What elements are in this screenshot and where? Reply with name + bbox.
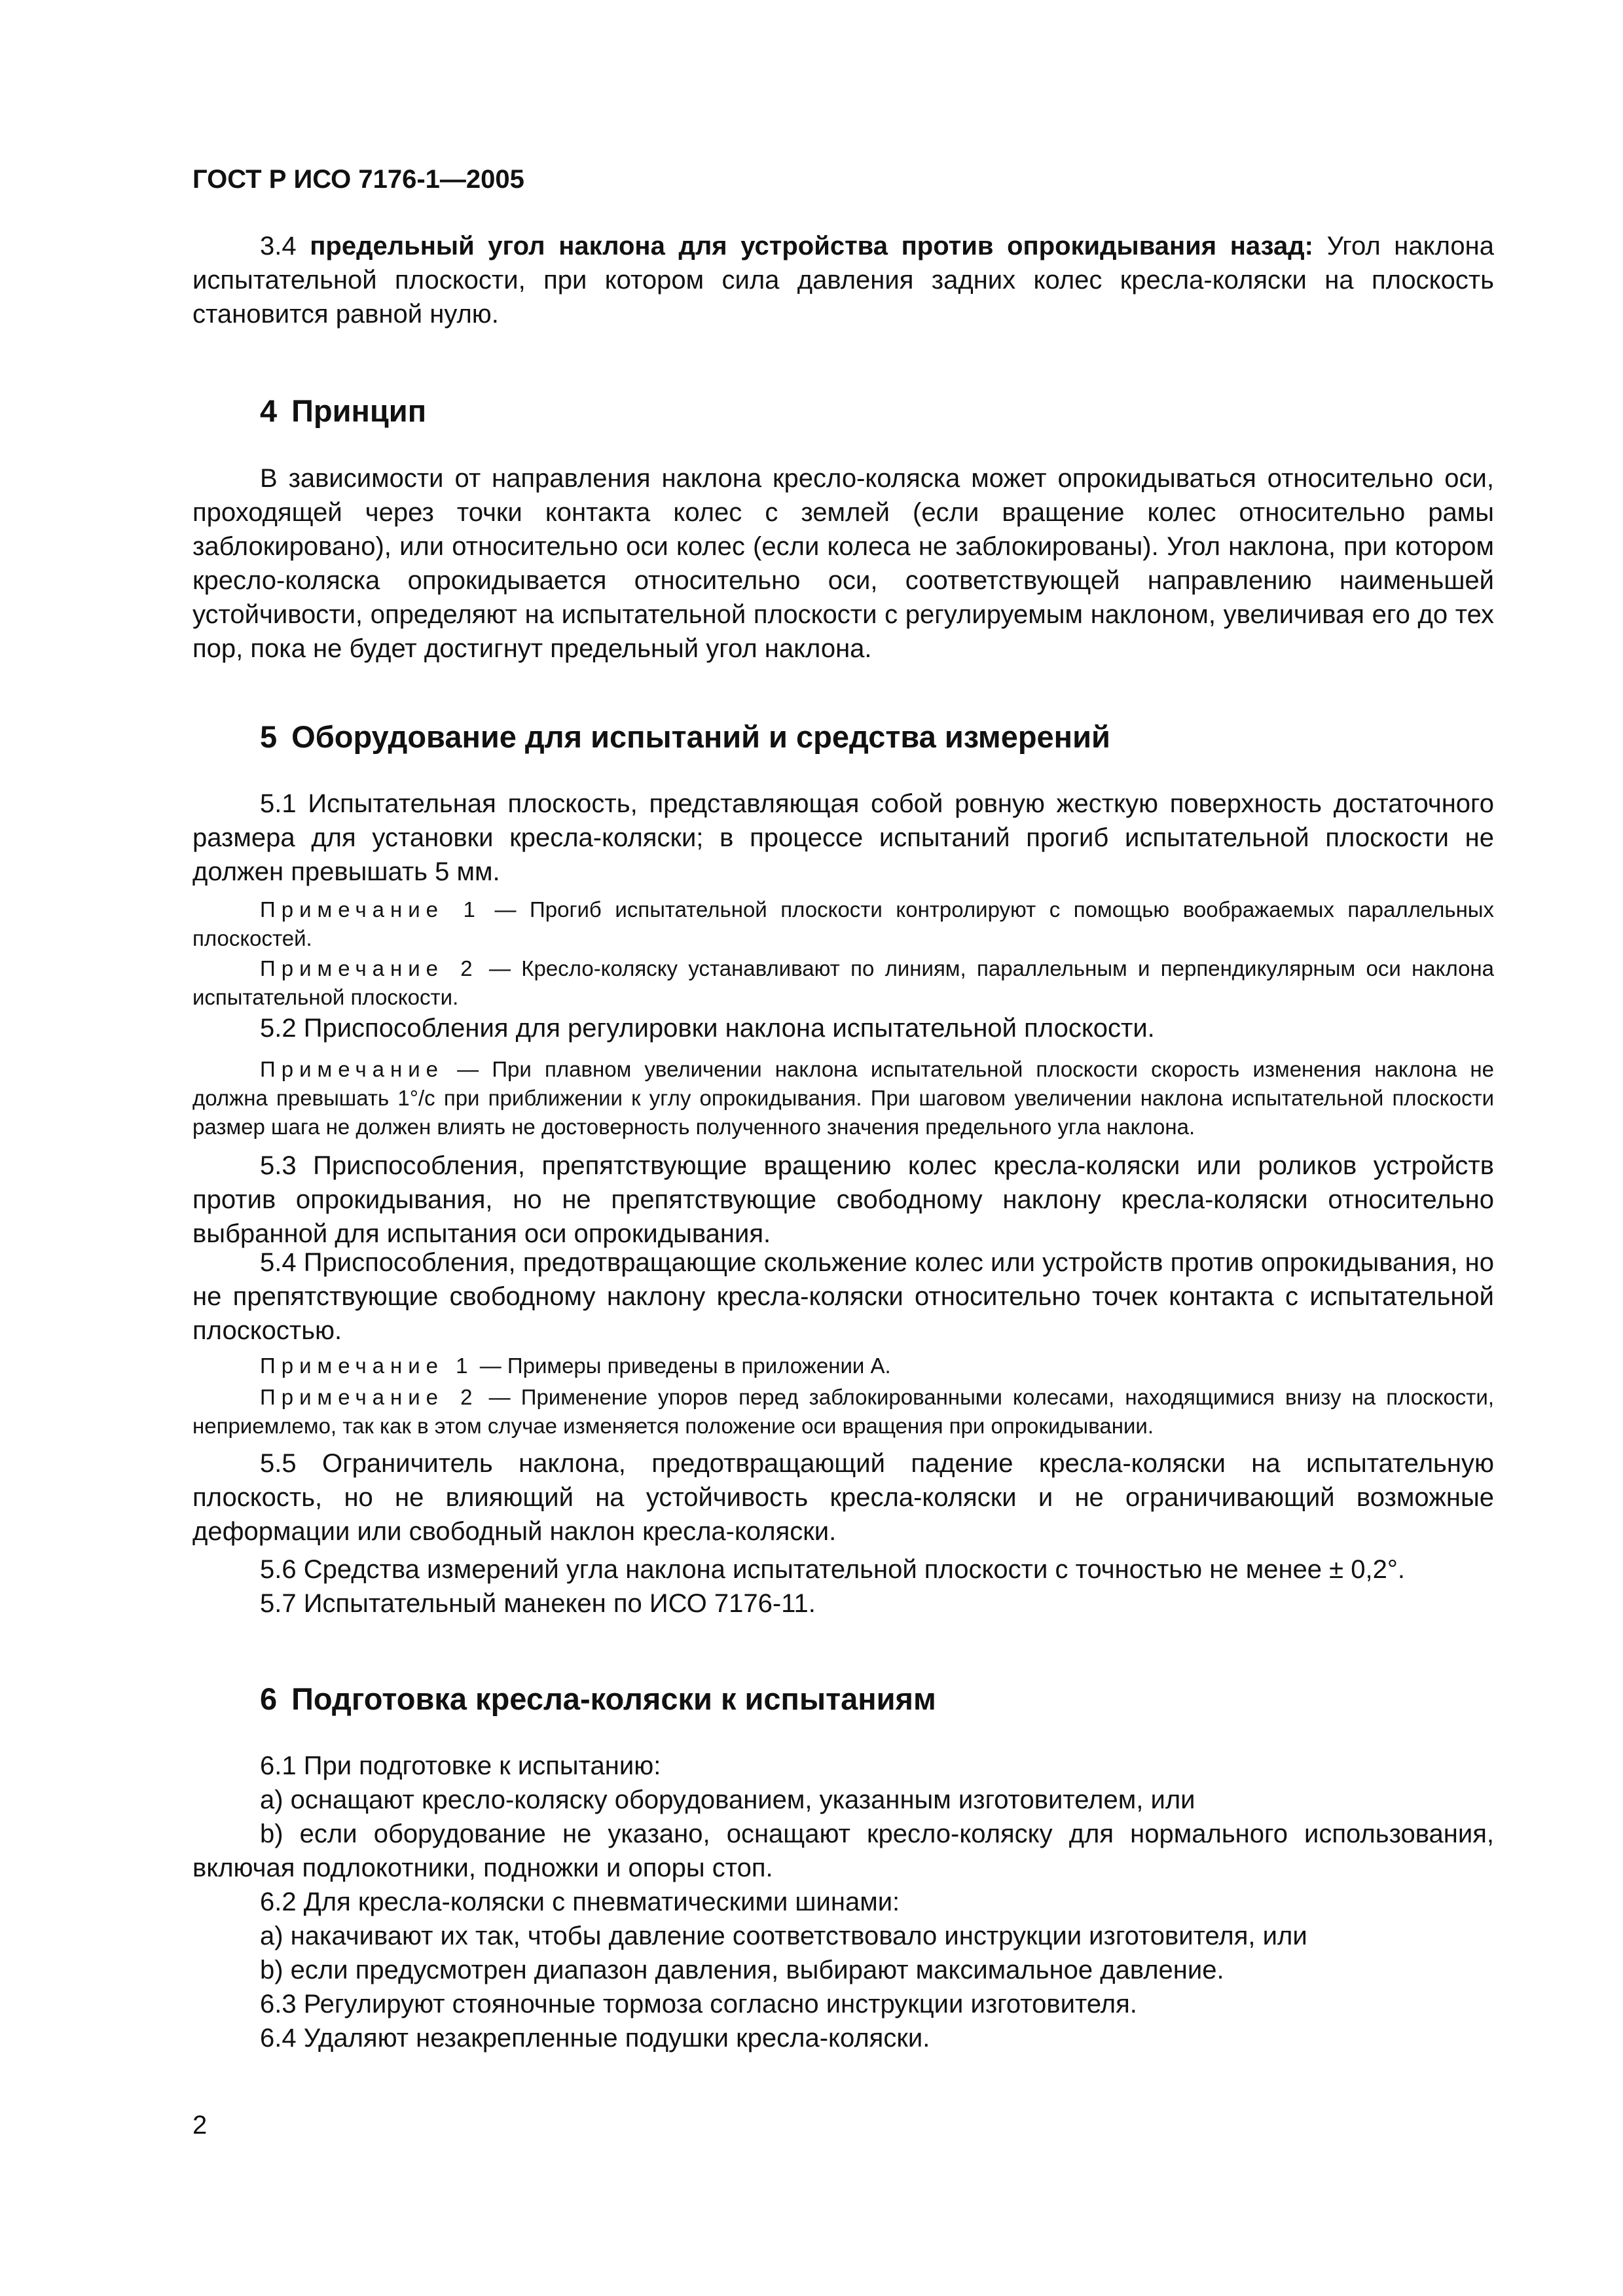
- clause-5-1: 5.1 Испытательная плоскость, представляющая собой ровную жесткую поверхность достаточного размера для установки кресла-коляски; в процессе испытаний прогиб испытательной плоскости не должен превышать 5 мм.: [192, 789, 1494, 886]
- note-label: Примечание 1: [260, 1354, 474, 1378]
- section-5-heading: 5 Оборудование для испытаний и средства измерений: [260, 719, 1110, 754]
- clause-6-2-a: a) накачивают их так, чтобы давление соответствовало инструкции изготовителя, или: [260, 1922, 1307, 1950]
- clause-6-4: 6.4 Удаляют незакрепленные подушки кресла-коляски.: [260, 2024, 930, 2053]
- document-header: ГОСТ Р ИСО 7176-1—2005: [192, 165, 524, 194]
- clause-5-5: 5.5 Ограничитель наклона, предотвращающий падение кресла-коляски на испытательную плоскость, но не влияющий на устойчивость кресла-коляски и не ограничивающий возможные деформации или свободный наклон кресла-коляски.: [192, 1449, 1494, 1546]
- note-label: Примечание 2: [260, 956, 479, 980]
- clause-text: Угол наклона испытательной плоскости, при котором сила давления задних колес кресла-коляски на плоскость становится равной нулю.: [192, 232, 1494, 329]
- clause-6-1: 6.1 При подготовке к испытанию:: [260, 1751, 661, 1780]
- note-label: Примечание: [260, 1057, 445, 1081]
- page-number: 2: [192, 2111, 208, 2140]
- clause-5-3: 5.3 Приспособления, препятствующие вращению колес кресла-коляски или роликов устройств против опрокидывания, но не препятствующие свободному наклону кресла-коляски относительно выбранной для испытания оси опрокидывания.: [192, 1151, 1494, 1248]
- note-5-4-1: Примечание 1 — Примеры приведены в приложении А.: [260, 1354, 891, 1378]
- note-5-1-1: Примечание 1 — Прогиб испытательной плоскости контролируют с помощью воображаемых параллельных плоскостей.: [192, 897, 1495, 950]
- clause-5-4: 5.4 Приспособления, предотвращающие скольжение колес или устройств против опрокидывания, но не препятствующие свободному наклону кресла-коляски относительно точек контакта с испытательной плоскостью.: [192, 1248, 1494, 1345]
- section-4-body: В зависимости от направления наклона кресло-коляска может опрокидываться относительно оси, проходящей через точки контакта колес с землей (если вращение колес относительно рамы заблокировано), или относительно оси колес (если колеса не заблокированы). Угол наклона, при котором кресло-коляска опрокидывается относительно оси, соответствующей направлению наименьшей устойчивости, определяют на испытательной плоскости с регулируемым наклоном, увеличивая его до тех пор, пока не будет достигнут предельный угол наклона.: [192, 464, 1494, 663]
- clause-5-6: 5.6 Средства измерений угла наклона испытательной плоскости с точностью не менее ± 0,2°.: [260, 1555, 1405, 1584]
- note-label: Примечание 1: [260, 897, 481, 922]
- term-definition: предельный угол наклона для устройства против опрокидывания назад:: [310, 232, 1313, 260]
- section-6-heading: 6 Подготовка кресла-коляски к испытаниям: [260, 1681, 936, 1716]
- clause-6-3: 6.3 Регулируют стояночные тормоза согласно инструкции изготовителя.: [260, 1990, 1137, 2018]
- clause-6-2: 6.2 Для кресла-коляски с пневматическими шинами:: [260, 1888, 900, 1916]
- clause-5-2: 5.2 Приспособления для регулировки наклона испытательной плоскости.: [260, 1014, 1155, 1043]
- note-5-2: Примечание — При плавном увеличении наклона испытательной плоскости скорость изменения наклона не должна превышать 1°/с при приближении к углу опрокидывания. При шаговом увеличении наклона испытательной плоскости размер шага не должен влиять не достоверность полученного значения предельного угла наклона.: [192, 1057, 1494, 1139]
- note-label: Примечание 2: [260, 1385, 479, 1409]
- clause-number: 3.4: [260, 232, 297, 260]
- clause-5-7: 5.7 Испытательный манекен по ИСО 7176-11.: [260, 1589, 816, 1618]
- clause-6-2-b: b) если предусмотрен диапазон давления, выбирают максимальное давление.: [260, 1956, 1224, 1984]
- note-5-1-2: Примечание 2 — Кресло-коляску устанавливают по линиям, параллельным и перпендикулярным оси наклона испытательной плоскости.: [192, 956, 1495, 1009]
- section-4-heading: 4 Принцип: [260, 393, 427, 428]
- clause-3-4: [192, 229, 1494, 331]
- note-5-4-2: Примечание 2 — Применение упоров перед заблокированными колесами, находящимися внизу на плоскости, неприемлемо, так как в этом случае изменяется положение оси вращения при опрокидывании.: [192, 1385, 1494, 1438]
- clause-6-1-a: a) оснащают кресло-коляску оборудованием, указанным изготовителем, или: [260, 1785, 1195, 1814]
- clause-6-1-b: b) если оборудование не указано, оснащают кресло-коляску для нормального использования, включая подлокотники, подножки и опоры стоп.: [192, 1820, 1494, 1882]
